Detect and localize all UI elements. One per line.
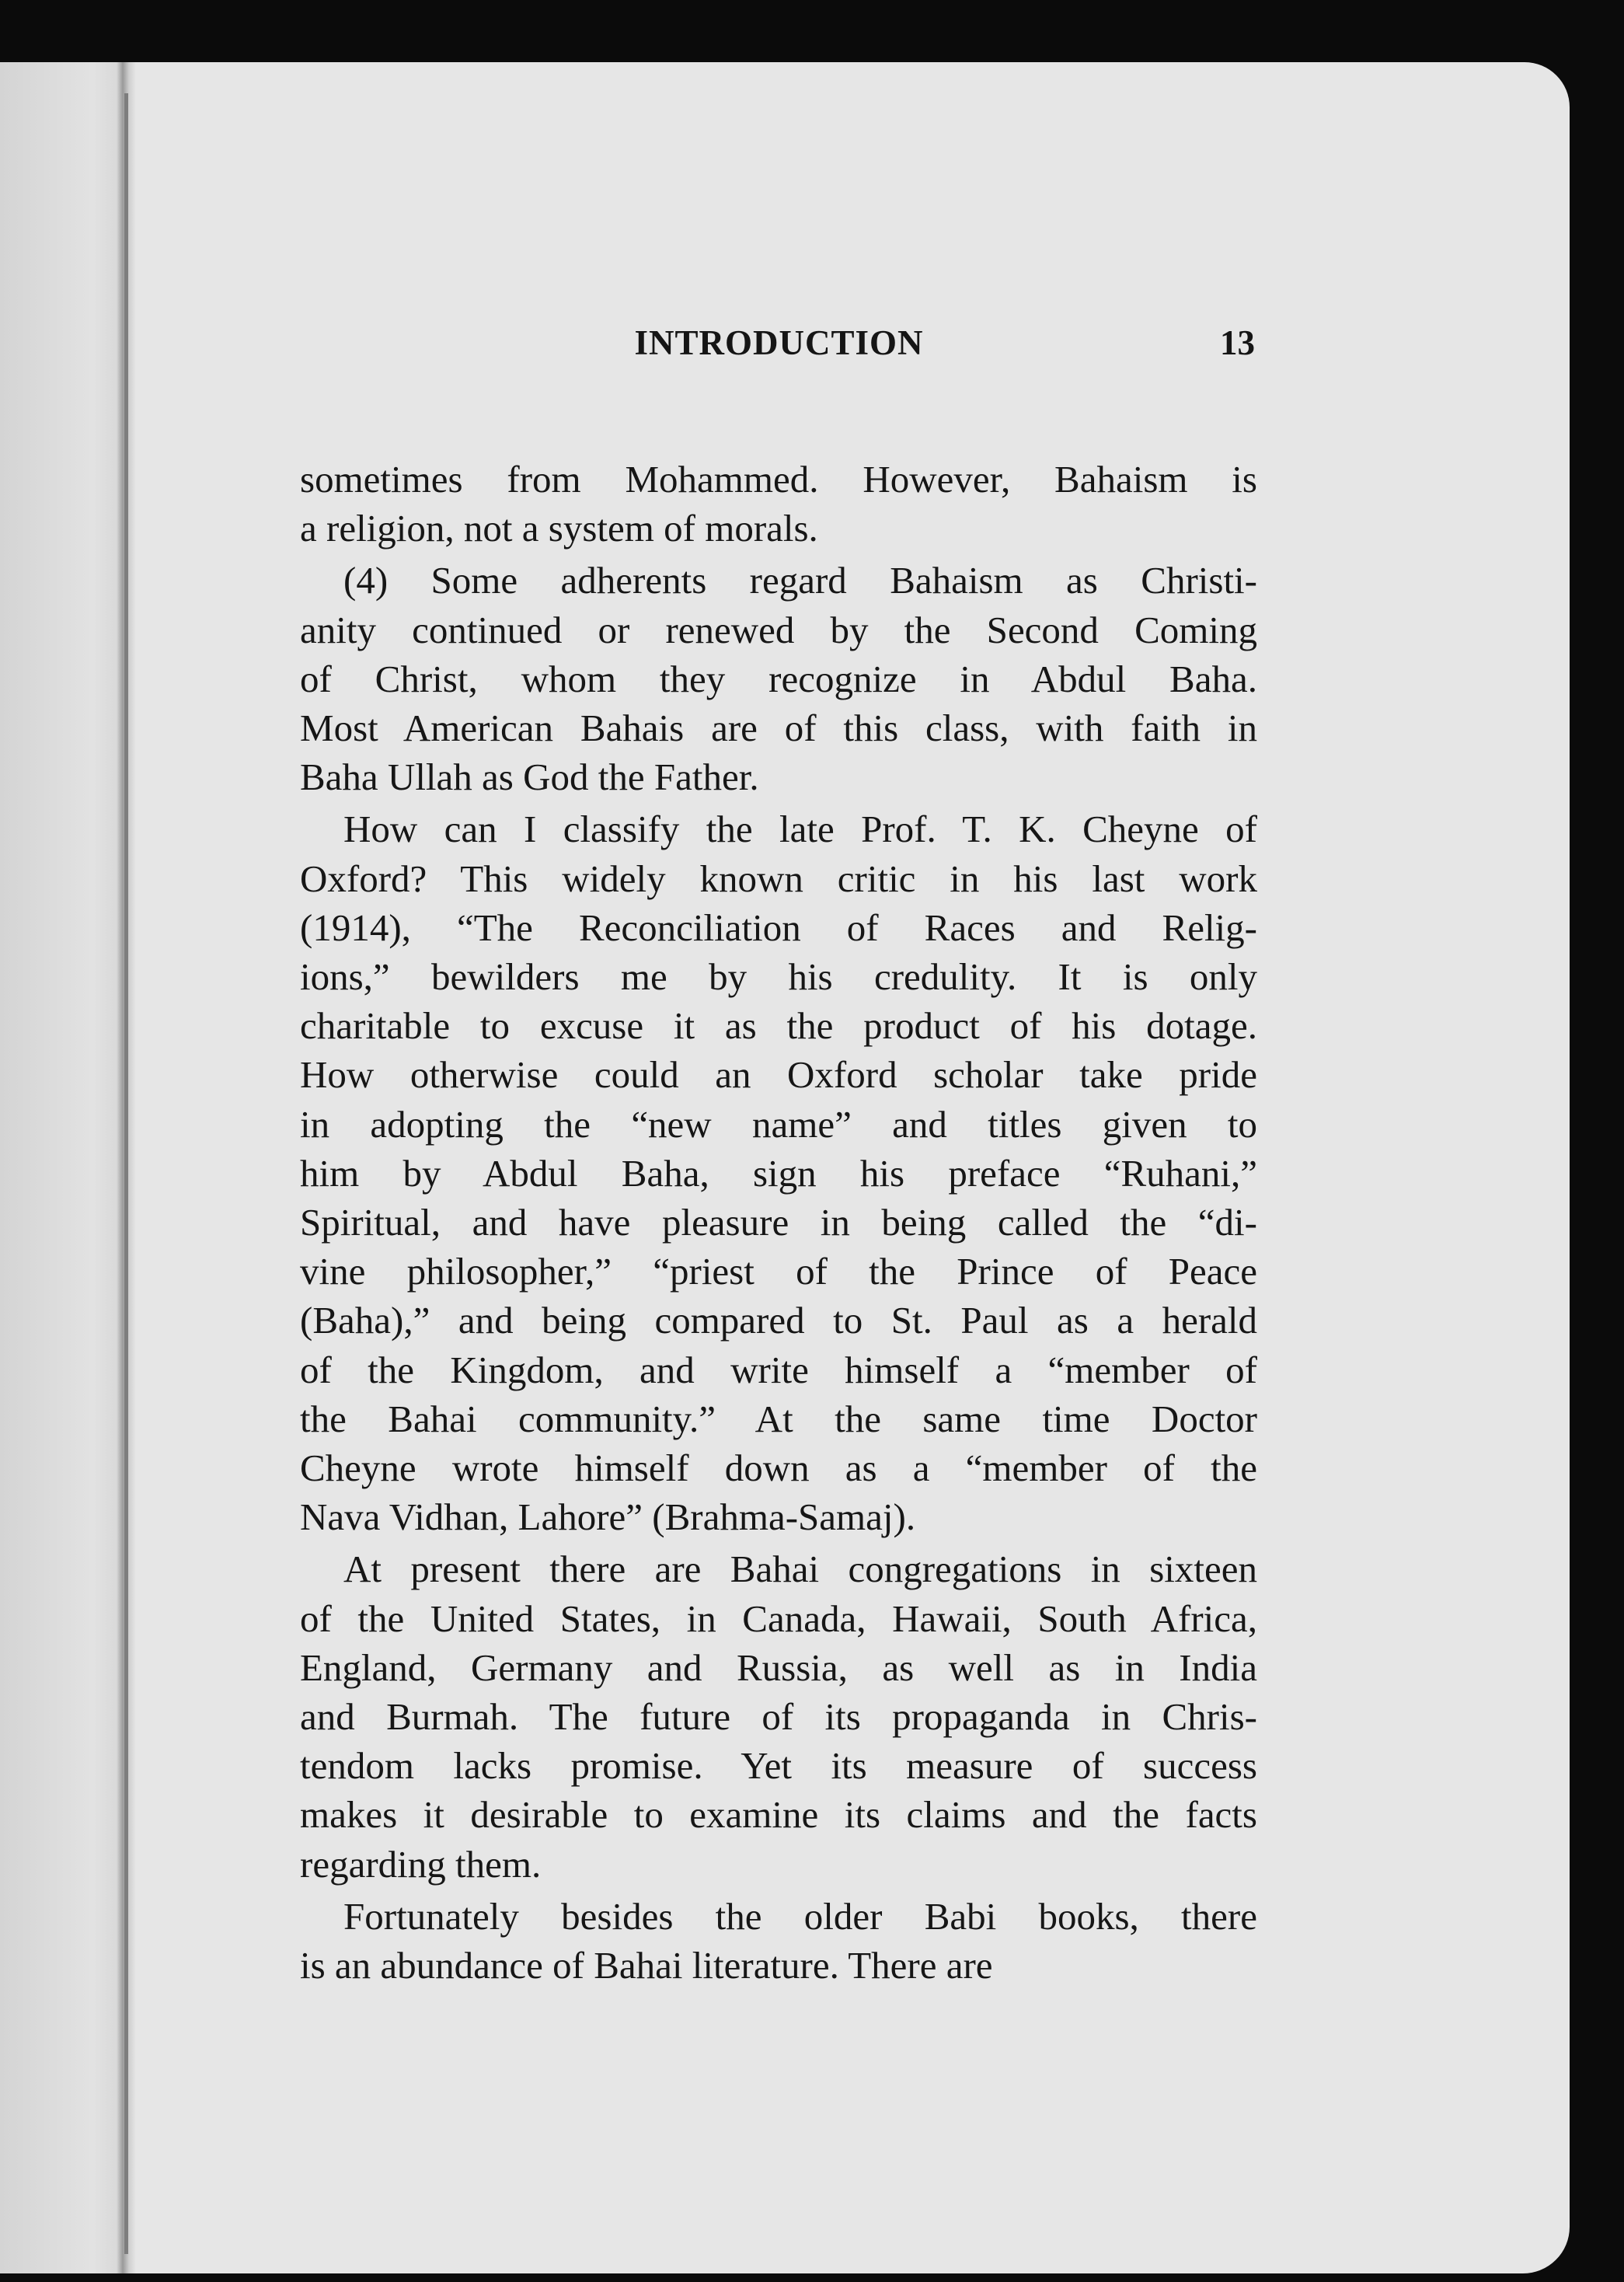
text-line: tendom lacks promise. Yet its measure of success [300,1744,1257,1788]
text-line: Spiritual, and have pleasure in being called the “di- [300,1201,1257,1244]
text-line: England, Germany and Russia, as well as in India [300,1645,1257,1689]
page-gutter [0,62,136,2273]
text-line: of Christ, whom they recognize in Abdul Baha. [300,657,1257,700]
text-line: How can I classify the late Prof. T. K. Cheyne of [343,808,1257,851]
paragraph [300,455,1257,553]
text-line: (4) Some adherents regard Bahaism as Christi- [343,559,1257,602]
text-line: the Bahai community.” At the same time Doctor [300,1397,1257,1440]
text-line: him by Abdul Baha, sign his preface “Ruhani,” [300,1151,1257,1195]
text-line: anity continued or renewed by the Second Coming [300,608,1257,651]
text-line: Baha Ullah as God the Father. [300,755,759,799]
text-line: sometimes from Mohammed. However, Bahaism is [300,458,1257,501]
text-line: is an abundance of Bahai literature. There are [300,1944,993,1987]
paragraph [300,556,1257,801]
text-line: How otherwise could an Oxford scholar take pride [300,1053,1257,1097]
text-line: a religion, not a system of morals. [300,507,818,550]
text-line: vine philosopher,” “priest of the Prince of Peace [300,1250,1257,1293]
text-line: regarding them. [300,1842,542,1886]
text-line: makes it desirable to examine its claims and the facts [300,1793,1257,1837]
book-page [0,62,1570,2273]
running-title: INTRODUCTION [634,323,924,362]
text-line: ions,” bewilders me by his credulity. It is only [300,955,1257,999]
paragraph [300,804,1257,1541]
text-line: Nava Vidhan, Lahore” (Brahma-Samaj). [300,1495,916,1539]
page-header [303,323,1255,385]
paragraph [300,1892,1257,1990]
text-line: (1914), “The Reconciliation of Races and Relig- [300,905,1257,949]
text-line: of the United States, in Canada, Hawaii, South Africa, [300,1596,1257,1640]
text-line: charitable to excuse it as the product of his dotage. [300,1004,1257,1048]
text-line: Fortunately besides the older Babi books, there [343,1894,1257,1938]
text-line: Oxford? This widely known critic in his last work [300,857,1257,900]
text-line: in adopting the “new name” and titles given to [300,1102,1257,1146]
binding-edge [124,93,128,2254]
text-line: (Baha),” and being compared to St. Paul as a herald [300,1299,1257,1342]
text-line: Most American Bahais are of this class, with faith in [300,707,1257,750]
text-line: At present there are Bahai congregations in sixteen [343,1548,1257,1591]
text-line: Cheyne wrote himself down as a “member of the [300,1446,1257,1490]
paragraph [300,1544,1257,1888]
text-line: and Burmah. The future of its propaganda in Chris- [300,1695,1257,1739]
page-number: 13 [1220,323,1255,362]
body-text [300,455,1257,1990]
text-line: of the Kingdom, and write himself a “member of [300,1348,1257,1391]
